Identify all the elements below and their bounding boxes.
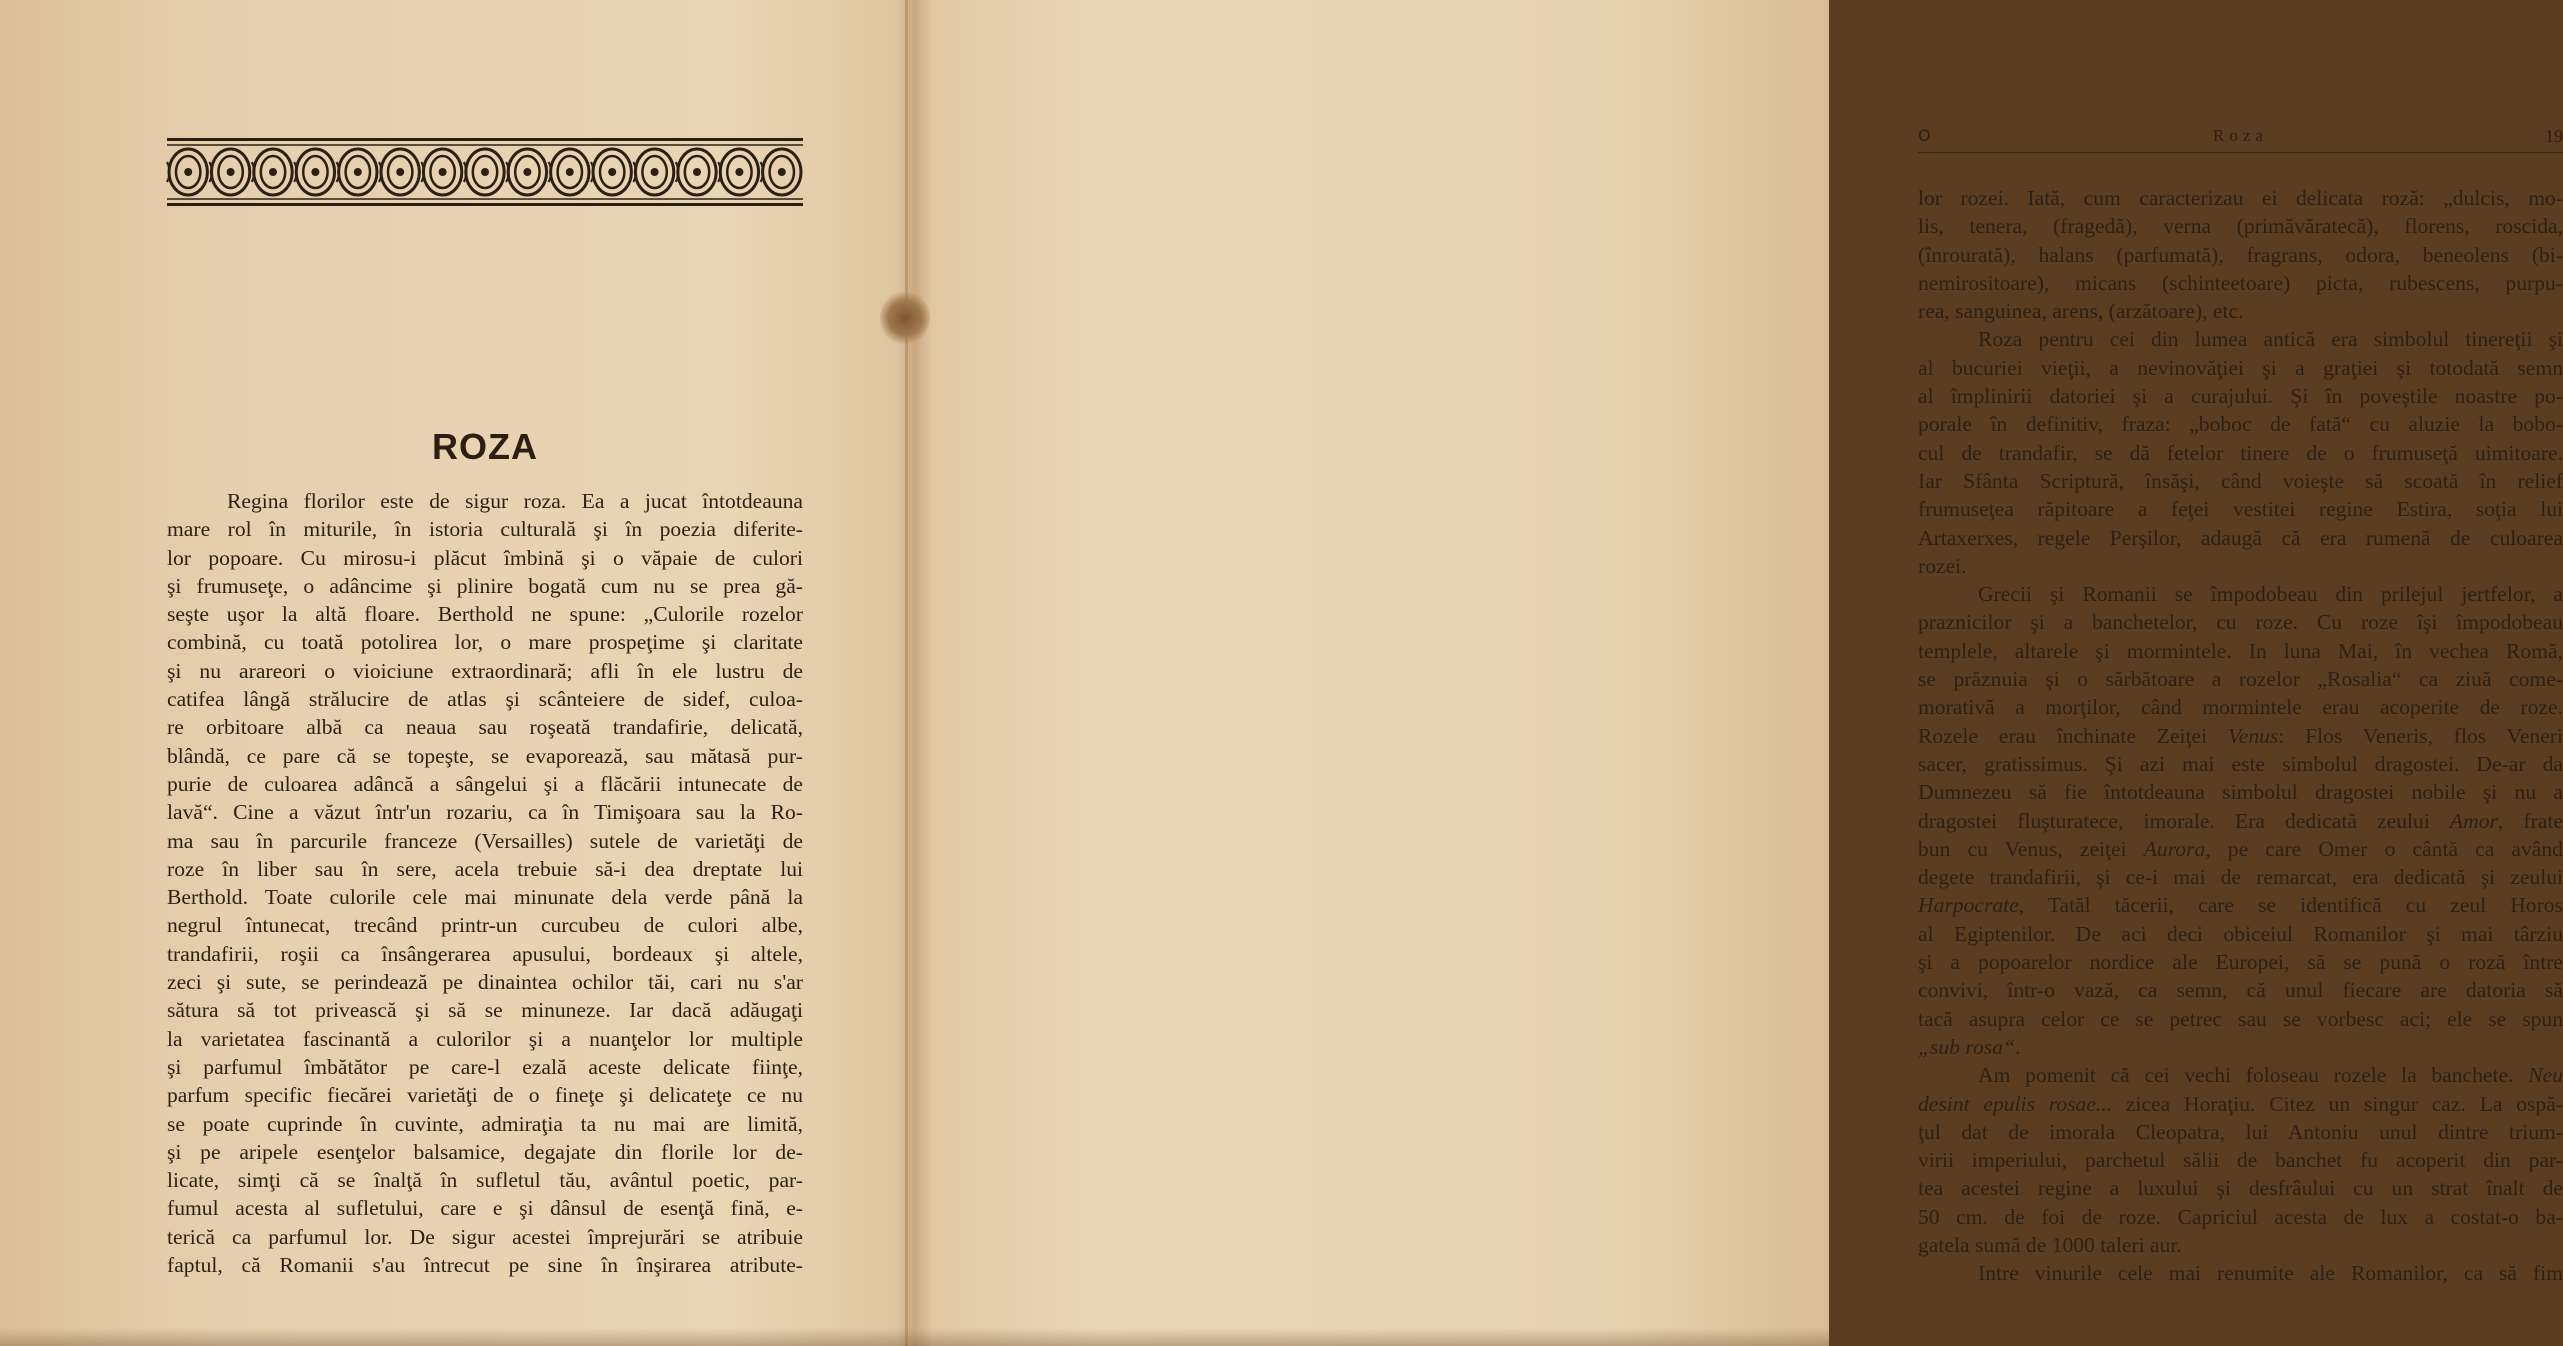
running-header [1918, 126, 2563, 153]
italic-segment: Harpocrate [1918, 893, 2019, 918]
text-segment: nemirositoare), micans (schinteetoare) picta, rubescens, purpu- [1918, 270, 2563, 295]
text-segment: , frate [2497, 808, 2563, 833]
ornament-knot-icon [591, 149, 631, 195]
text-segment: rozei. [1918, 553, 1967, 578]
text-line [167, 628, 803, 656]
text-segment: rea, sanguinea, arens, (arzătoare), etc. [1918, 299, 2244, 324]
text-line [1918, 750, 2563, 778]
text-segment: şi pe aripele esenţelor balsamice, degajate din florile lor de- [167, 1139, 803, 1164]
text-line [1918, 807, 2563, 835]
text-line [167, 883, 803, 911]
text-line [1918, 920, 2563, 948]
text-line [167, 827, 803, 855]
text-line [1918, 665, 2563, 693]
text-segment: sătura să tot privească şi să se minuneze. Iar dacă adăugaţi [167, 998, 803, 1023]
text-segment: parfum specific fiecărei varietăţi de o fineţe şi delicateţe ce nu [167, 1083, 803, 1108]
text-segment: lor popoare. Cu mirosu-i plăcut îmbină şi o văpaie de culori [167, 545, 803, 570]
text-segment: trandafirii, roşii ca însângerarea apusului, bordeaux şi altele, [167, 941, 803, 966]
text-segment: Grecii şi Romanii se împodobeau din prilejul jertfelor, a [1978, 582, 2563, 607]
text-segment: ma sau în parcurile franceze (Versailles) sutele de varietăţi de [167, 828, 803, 853]
ornament-knot-icon [633, 149, 673, 195]
ornament-knot-icon [718, 149, 758, 195]
left-page [0, 0, 905, 1346]
text-segment: al bucuriei vieţii, a nevinovăţiei şi a graţiei şi totodată semn [1918, 355, 2563, 380]
text-line [1918, 467, 2563, 495]
text-segment: seşte uşor la altă floare. Berthold ne spune: „Culorile rozelor [167, 602, 803, 627]
text-segment: şi frumuseţe, o adâncime şi plinire bogată cum nu se prea gă- [167, 573, 803, 598]
text-line [1918, 495, 2563, 523]
text-line [167, 487, 803, 515]
text-segment: bun cu Venus, zeiţei [1918, 836, 2144, 861]
text-line [167, 770, 803, 798]
text-line [1918, 976, 2563, 1004]
text-line [1918, 1118, 2563, 1146]
page-number: 19 [2545, 126, 2563, 146]
text-segment: combină, cu toată potolirea lor, o mare prospeţime şi claritate [167, 630, 803, 655]
header-title: Roza [2213, 126, 2268, 145]
text-segment: morativă a morţilor, când mormintele erau acoperite de roze. [1918, 695, 2563, 720]
italic-segment: desint epulis rosae... [1918, 1091, 2113, 1116]
text-line [1918, 1259, 2563, 1287]
text-segment: Am pomenit că cei vechi foloseau rozele la banchete. [1978, 1063, 2529, 1088]
text-segment: zicea Horaţiu. Citez un singur caz. La ospă- [2112, 1091, 2563, 1116]
text-segment: fumul acesta al sufletului, care e şi dânsul de esenţă fină, e- [167, 1196, 803, 1221]
text-line [167, 1053, 803, 1081]
text-segment: dragostei fluşturatece, imorale. Era dedicată zeului [1918, 808, 2450, 833]
text-line [1918, 212, 2563, 240]
text-segment: frumuseţea răpitoare a feţei vestitei regine Estira, soţia lui [1918, 497, 2563, 522]
text-line [1918, 1231, 2563, 1259]
text-segment: (înrourată), halans (parfumată), fragrans, odora, beneolens (bi- [1918, 242, 2563, 267]
text-segment: purie de culoarea adâncă a sângelui şi a flăcării intunecate de [167, 771, 803, 796]
text-line [1918, 693, 2563, 721]
text-segment: negrul întunecat, trecând printr-un curcubeu de culori albe, [167, 913, 803, 938]
text-segment: al Egiptenilor. De aci deci obiceiul Romanilor şi mai târziu [1918, 921, 2563, 946]
text-segment: Rozele erau închinate Zeiţei [1918, 723, 2228, 748]
ornament-knot-icon [167, 149, 207, 195]
ornament-knot-icon [209, 149, 249, 195]
decorative-ornament-band [167, 138, 803, 206]
text-line [167, 657, 803, 685]
text-line [167, 685, 803, 713]
ornament-knot-icon [379, 149, 419, 195]
italic-segment: Aurora [2143, 836, 2206, 861]
header-left-mark: O [1918, 126, 1931, 145]
text-segment: virii imperiului, parchetul sălii de banchet fu acoperit din par- [1918, 1148, 2563, 1173]
text-segment: şi parfumul îmbătător pe care-l ezală aceste delicate fiinţe, [167, 1054, 803, 1079]
text-segment: Roza pentru cei din lumea antică era simbolul tinereţii şi [1978, 327, 2563, 352]
text-line [1918, 891, 2563, 919]
italic-segment: „sub rosa“ [1918, 1034, 2016, 1059]
text-segment: praznicilor şi a banchetelor, cu roze. Cu roze îşi împodobeau [1918, 610, 2563, 635]
italic-segment: Amor [2449, 808, 2498, 833]
right-page-body-text [1918, 184, 2563, 1288]
text-segment: Artaxerxes, regele Perşilor, adaugă că era rumenă de culoarea [1918, 525, 2563, 550]
text-line [167, 1166, 803, 1194]
text-line [1918, 297, 2563, 325]
text-line [167, 798, 803, 826]
ornament-knot-icon [421, 149, 461, 195]
text-line [1918, 778, 2563, 806]
text-segment: la varietatea fascinantă a culorilor şi a nuanţelor lor multiple [167, 1026, 803, 1051]
ornament-knot-icon [464, 149, 504, 195]
text-line [1918, 863, 2563, 891]
left-page-body-text [167, 487, 803, 1279]
text-line [1918, 637, 2563, 665]
text-segment: degete trandafirii, şi ce-i mai de remarcat, era dedicată şi zeului [1918, 865, 2563, 890]
text-line [1918, 325, 2563, 353]
text-line [167, 713, 803, 741]
text-segment: Intre vinurile cele mai renumite ale Romanilor, ca să fim [1978, 1261, 2563, 1286]
text-line [1918, 1174, 2563, 1202]
text-line [1918, 184, 2563, 212]
text-segment: şi nu arareori o vioiciune extraordinară; afli în ele lustru de [167, 658, 803, 683]
text-segment: , pe care Omer o cântă ca având [2205, 836, 2563, 861]
ornament-pattern-icon [167, 141, 803, 203]
text-segment: licate, simţi că se înalţă în sufletul tău, avântul poetic, par- [167, 1168, 803, 1193]
text-segment: , Tatăl tăcerii, care se identifică cu zeul Horos [2018, 893, 2563, 918]
text-line [1918, 1005, 2563, 1033]
text-line [1918, 382, 2563, 410]
text-line [167, 544, 803, 572]
ornament-knot-icon [337, 149, 377, 195]
text-segment: cul de trandafir, se dă fetelor tinere de o frumuseţă uimitoare. [1918, 440, 2563, 465]
text-segment: mare rol în miturile, în istoria culturală şi în poezia diferite- [167, 517, 803, 542]
text-segment: Iar Sfânta Scriptură, însăşi, când voieşte să scoată în relief [1918, 468, 2563, 493]
text-segment: se poate cuprinde în cuvinte, admiraţia ta nu mai are limită, [167, 1111, 803, 1136]
ornament-knot-icon [252, 149, 292, 195]
text-line [167, 940, 803, 968]
text-line [167, 1194, 803, 1222]
text-segment: 50 cm. de foi de roze. Capriciul acesta de lux a costat-o ba- [1918, 1204, 2563, 1229]
text-line [167, 742, 803, 770]
ornament-knot-icon [761, 149, 801, 195]
text-segment: tacă asupra celor ce se petrec sau se vorbesc aci; ele se spun [1918, 1006, 2563, 1031]
ornament-knot-icon [676, 149, 716, 195]
text-line [1918, 1061, 2563, 1089]
text-segment: faptul, că Romanii s'au întrecut pe sine în înşirarea atribute- [167, 1253, 803, 1278]
text-segment: convivi, într-o vază, ca semn, că unul fiecare are datoria să [1918, 978, 2563, 1003]
text-segment: Regina florilor este de sigur roza. Ea a jucat întotdeauna [227, 489, 803, 513]
ornament-knot-icon [294, 149, 334, 195]
text-segment: se prăznuia şi o sărbătoare a rozelor „Rosalia“ ca ziuă come- [1918, 667, 2563, 692]
text-line [1918, 580, 2563, 608]
text-line [167, 911, 803, 939]
text-segment: . [2015, 1034, 2021, 1059]
italic-segment: Venus [2227, 723, 2279, 748]
text-segment: : Flos Veneris, flos Veneri [2278, 723, 2563, 748]
text-segment: Berthold. Toate culorile cele mai minunate dela verde până la [167, 885, 803, 910]
text-line [167, 1223, 803, 1251]
text-line [1918, 835, 2563, 863]
text-line [167, 968, 803, 996]
text-line [167, 1138, 803, 1166]
text-segment: lor rozei. Iată, cum caracterizau ei delicata roză: „dulcis, mo- [1918, 186, 2563, 210]
text-line [1918, 241, 2563, 269]
text-line [167, 855, 803, 883]
text-line [167, 515, 803, 543]
text-line [1918, 948, 2563, 976]
text-line [167, 600, 803, 628]
text-line [1918, 552, 2563, 580]
text-segment: zeci şi sute, se perindează pe dinaintea ochilor tăi, cari nu s'ar [167, 970, 803, 995]
text-segment: Dumnezeu să fie întotdeauna simbolul dragostei nobile şi nu a [1918, 780, 2563, 805]
text-segment: lis, tenera, (fragedă), verna (primăvăratecă), florens, roscida, [1918, 214, 2563, 239]
text-segment: porale în definitiv, fraza: „boboc de fată“ cu aluzie la bobo- [1918, 412, 2563, 437]
right-page [908, 0, 2563, 1346]
text-line [1918, 1146, 2563, 1174]
text-segment: lavă“. Cine a văzut într'un rozariu, ca în Timişoara sau la Ro- [167, 800, 803, 825]
text-segment: roze în liber sau în sere, acela trebuie să-i dea dreptate lui [167, 856, 803, 881]
text-segment: gatela sumă de 1000 taleri aur. [1918, 1232, 2182, 1257]
text-line [1918, 354, 2563, 382]
text-line [167, 1081, 803, 1109]
text-line [1918, 722, 2563, 750]
chapter-title: ROZA [432, 426, 538, 467]
ornament-knot-icon [549, 149, 589, 195]
text-line [167, 1025, 803, 1053]
text-segment: terică ca parfumul lor. De sigur acestei împrejurări se atribuie [167, 1224, 803, 1249]
text-segment: al împlinirii datoriei şi a curajului. Şi în poveştile noastre po- [1918, 384, 2563, 409]
text-line [1918, 410, 2563, 438]
text-segment: ţul dat de imorala Cleopatra, lui Antoniu unul dintre trium- [1918, 1119, 2563, 1144]
text-line [1918, 608, 2563, 636]
text-segment: catifea lângă strălucire de atlas şi scânteiere de sidef, culoa- [167, 687, 803, 712]
text-segment: tea acestei regine a luxului şi desfrâului cu un strat înalt de [1918, 1176, 2563, 1201]
text-line [167, 572, 803, 600]
text-segment: sacer, gratissimus. Şi azi mai este simbolul dragostei. De-ar da [1918, 751, 2563, 776]
text-line [167, 1110, 803, 1138]
text-segment: blândă, ce pare că se topeşte, se evaporează, sau mătasă pur- [167, 743, 803, 768]
text-segment: şi a popoarelor nordice ale Europei, să se pună o roză între [1918, 950, 2563, 975]
text-line [1918, 269, 2563, 297]
ornament-knot-icon [506, 149, 546, 195]
text-segment: re orbitoare albă ca neaua sau roşeată trandafirie, delicată, [167, 715, 803, 740]
text-line [1918, 524, 2563, 552]
text-line [1918, 1090, 2563, 1118]
text-segment: templele, altarele şi mormintele. In luna Mai, în vechea Romă, [1918, 638, 2563, 663]
text-line [1918, 439, 2563, 467]
italic-segment: Neu [2528, 1063, 2563, 1088]
text-line [1918, 1203, 2563, 1231]
text-line [167, 1251, 803, 1279]
text-line [1918, 1033, 2563, 1061]
text-line [167, 996, 803, 1024]
